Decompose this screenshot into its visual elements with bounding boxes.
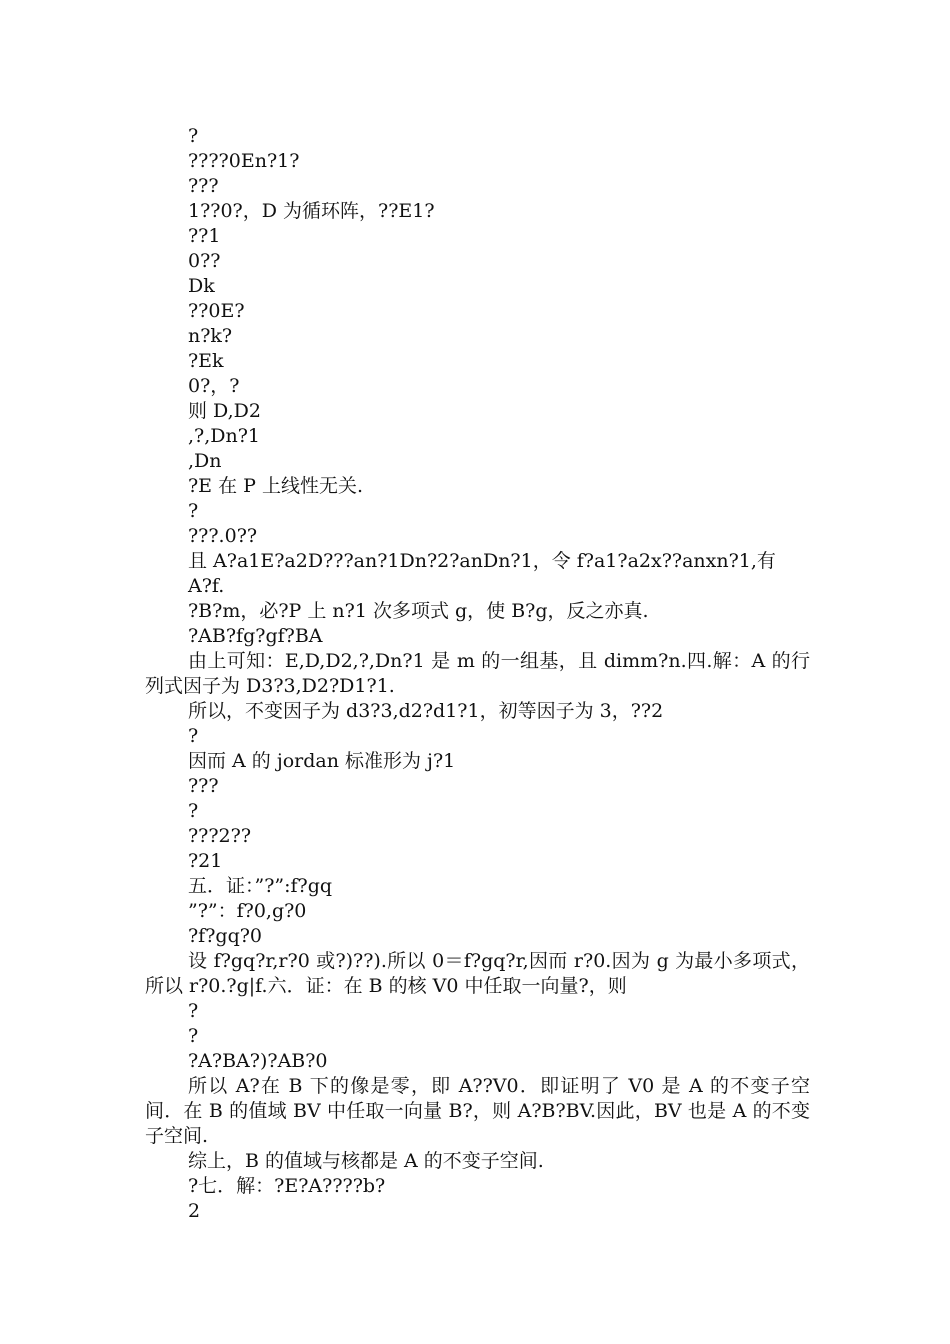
text-line: ?: [188, 800, 199, 822]
text-line: ?AB?fg?gf?BA: [188, 625, 323, 647]
text-line: ?七．解：?E?A????b?: [188, 1175, 386, 1197]
text-line: ???2??: [188, 825, 252, 847]
text-line: ?A?BA?)?AB?0: [188, 1050, 328, 1072]
text-line: ?: [188, 1000, 199, 1022]
text-line: 因而 A 的 jordan 标准形为 j?1: [188, 750, 456, 772]
text-line: 所以，不变因子为 d3?3,d2?d1?1，初等因子为 3，??2: [188, 700, 664, 722]
text-line: 综上，B 的值域与核都是 A 的不变子空间.: [188, 1150, 544, 1172]
text-line: Dk: [188, 275, 215, 297]
text-line: n?k?: [188, 325, 233, 347]
text-line: ?: [188, 1025, 199, 1047]
text-line: ???.0??: [188, 525, 258, 547]
paragraph: 设 f?gq?r,r?0 或?)??).所以 0＝f?gq?r,因而 r?0.因为 g 为最小多项式，所以 r?0.?g|f.六．证：在 B 的核 V0 中任取一向量?，则: [145, 950, 810, 997]
text-line: ?: [188, 125, 199, 147]
text-line: ?: [188, 725, 199, 747]
paragraph: 所以 A?在 B 下的像是零，即 A??V0．即证明了 V0 是 A 的不变子空间．在 B 的值域 BV 中任取一向量 B?，则 A?B?BV.因此，BV 也是 A 的不变子空间.: [145, 1075, 810, 1147]
text-line: ????0En?1?: [188, 150, 300, 172]
text-line: A?f.: [188, 575, 225, 597]
text-line: ”?”：f?0,g?0: [188, 900, 307, 922]
text-line: ?Ek: [188, 350, 224, 372]
text-line: ??0E?: [188, 300, 245, 322]
text-line: ?: [188, 500, 199, 522]
text-line: ???: [188, 775, 219, 797]
text-line: ,?,Dn?1: [188, 425, 261, 447]
text-line: 五．证：”?”:f?gq: [188, 875, 333, 897]
paragraph: 由上可知：E,D,D2,?,Dn?1 是 m 的一组基，且 dimm?n.四.解：A 的行列式因子为 D3?3,D2?D1?1.: [145, 650, 810, 697]
text-line: 0??: [188, 250, 221, 272]
text-line: 1??0?，D 为循环阵，??E1?: [188, 200, 435, 222]
text-line: ?21: [188, 850, 223, 872]
text-line: 则 D,D2: [188, 400, 261, 422]
document-body: [145, 124, 810, 1224]
text-line: 2: [188, 1200, 201, 1222]
text-line: 且 A?a1E?a2D???an?1Dn?2?anDn?1，令 f?a1?a2x??anxn?1,有: [188, 550, 776, 572]
text-line: ,Dn: [188, 450, 222, 472]
text-line: ??1: [188, 225, 221, 247]
text-line: ?E 在 P 上线性无关.: [188, 475, 363, 497]
text-line: ???: [188, 175, 219, 197]
text-line: 0?，?: [188, 375, 240, 397]
text-line: ?B?m，必?P 上 n?1 次多项式 g，使 B?g，反之亦真.: [188, 600, 649, 622]
text-line: ?f?gq?0: [188, 925, 263, 947]
